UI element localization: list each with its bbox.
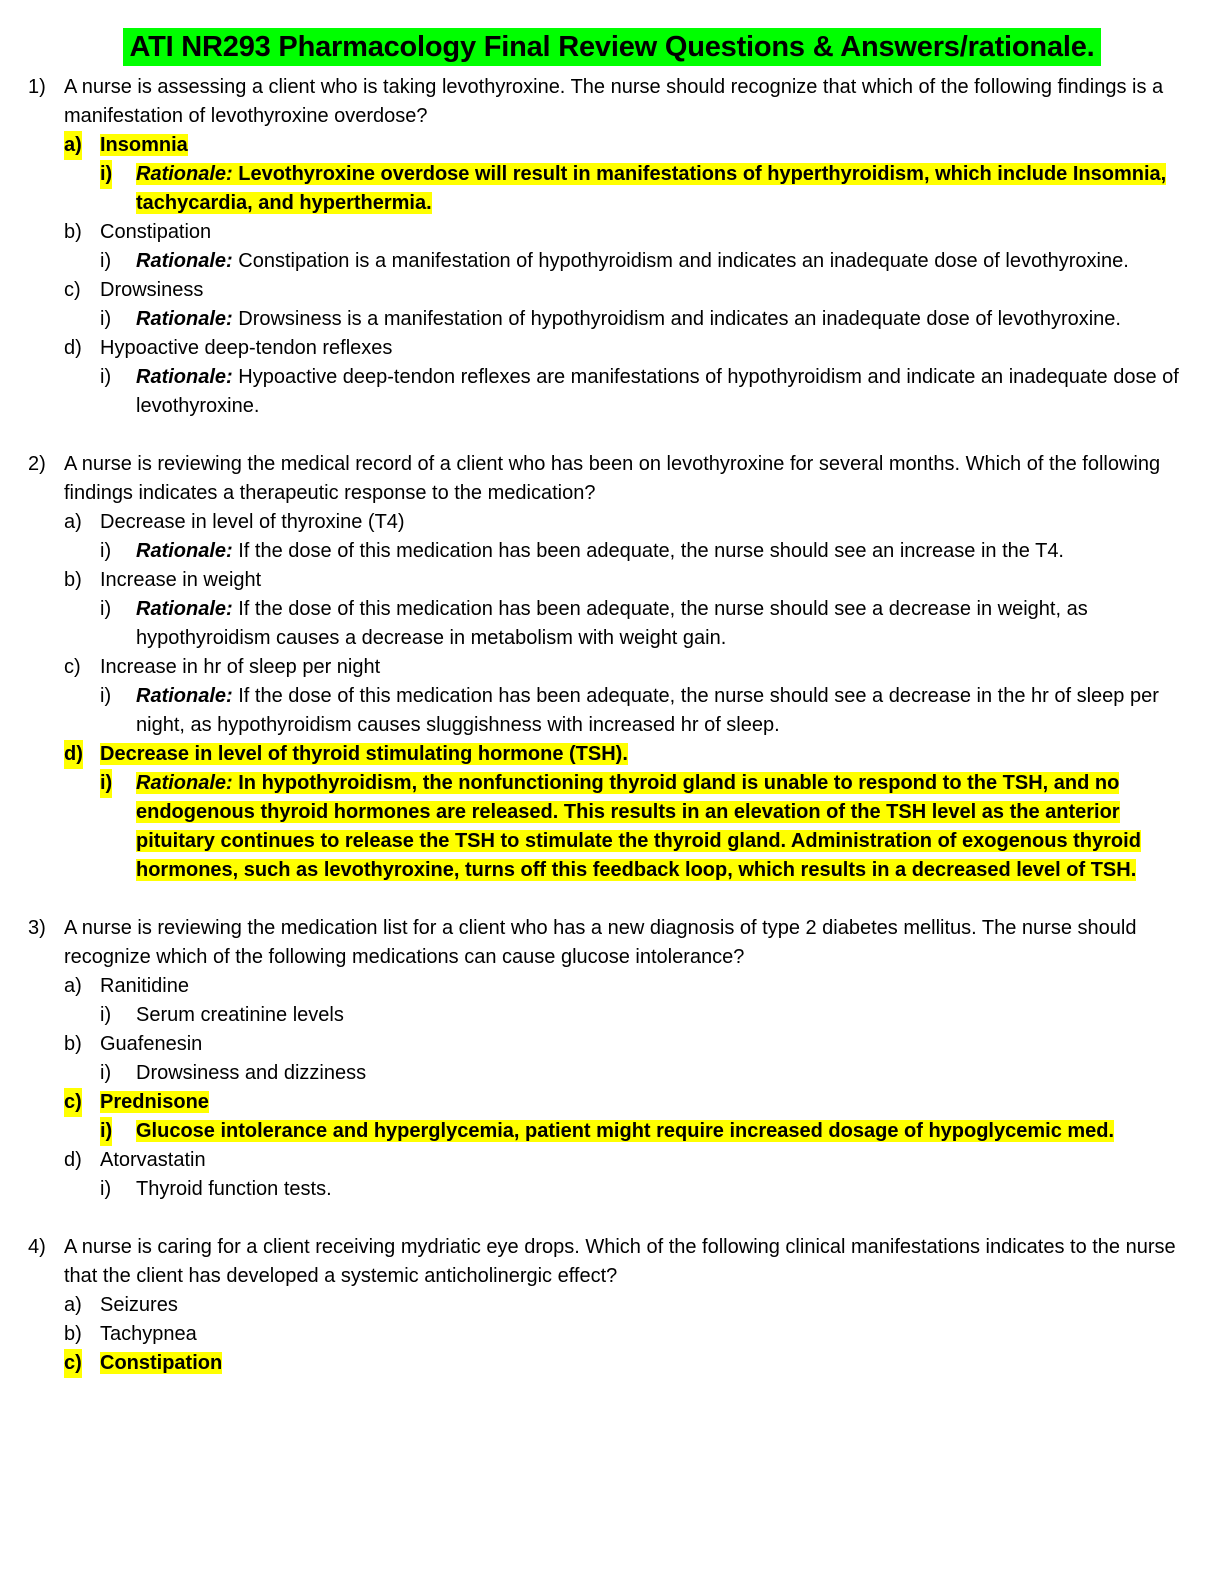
- answer-option: [64, 1320, 1194, 1349]
- option-text: Atorvastatin: [100, 1149, 206, 1171]
- option-text: Guafenesin: [100, 1033, 203, 1055]
- rationale: [100, 1059, 1194, 1088]
- rationale-label: Rationale:: [136, 772, 233, 794]
- rationale-letter: i): [100, 308, 112, 330]
- question-text: A nurse is reviewing the medical record of a client who has been on levothyroxine for several months. Which of the following findings indicates a therapeutic response to the medication?: [64, 453, 1161, 504]
- rationale-letter: i): [100, 540, 112, 562]
- option-line: [100, 656, 380, 678]
- rationale-body: [136, 772, 1141, 881]
- rationale-body: [136, 1062, 366, 1084]
- option-text: Increase in weight: [100, 569, 262, 591]
- rationale-letter: i): [100, 598, 112, 620]
- option-letter: d): [64, 1149, 82, 1171]
- title-container: [0, 28, 1224, 66]
- question-item: [0, 914, 1194, 1204]
- rationale-body: [136, 1120, 1114, 1142]
- option-line: [100, 1149, 206, 1171]
- rationale-text: In hypothyroidism, the nonfunctioning thyroid gland is unable to respond to the TSH, and no endogenous thyroid hormones are released. This results in an elevation of the TSH level as the anterior pituitary continues to release the TSH to stimulate the thyroid gland. Administration of exogenous thyroid hormones, such as levothyroxine, turns off this feedback loop, which results in a decreased level of TSH.: [136, 772, 1141, 881]
- rationale: [100, 247, 1194, 276]
- option-text: Hypoactive deep-tendon reflexes: [100, 337, 393, 359]
- option-text: Tachypnea: [100, 1323, 197, 1345]
- rationale-letter: i): [100, 160, 112, 189]
- option-line: [100, 569, 261, 591]
- question-item: [0, 1233, 1194, 1378]
- answer-option: [64, 276, 1194, 334]
- rationale-label: Rationale:: [136, 308, 233, 330]
- rationale-body: [136, 1178, 332, 1200]
- question-list: [0, 73, 1224, 1407]
- rationale-text: Drowsiness and dizziness: [136, 1062, 367, 1084]
- rationale-text: Levothyroxine overdose will result in manifestations of hyperthyroidism, which include Insomnia, tachycardia, and hyperthermia.: [136, 163, 1167, 214]
- question-number: 1): [28, 76, 46, 98]
- option-line: [100, 337, 392, 359]
- option-letter: d): [64, 337, 82, 359]
- rationale-text: If the dose of this medication has been adequate, the nurse should see a decrease in weight, as hypothyroidism causes a decrease in metabolism with weight gain.: [136, 598, 1088, 649]
- rationale: [100, 1175, 1194, 1204]
- option-line: [100, 975, 189, 997]
- rationale-letter: i): [100, 1004, 112, 1026]
- document-title: ATI NR293 Pharmacology Final Review Questions & Answers/rationale.: [123, 28, 1100, 66]
- rationale-letter: i): [100, 1178, 112, 1200]
- answer-option-correct: [64, 1349, 1194, 1378]
- rationale: [100, 769, 1194, 885]
- option-text: Prednisone: [100, 1091, 209, 1113]
- question-text: A nurse is reviewing the medication list for a client who has a new diagnosis of type 2 diabetes mellitus. The nurse should recognize which of the following medications can cause glucose intolerance?: [64, 917, 1137, 968]
- rationale-letter: i): [100, 1062, 112, 1084]
- rationale-text: Glucose intolerance and hyperglycemia, patient might require increased dosage of hypoglycemic med.: [136, 1120, 1115, 1142]
- option-text: Constipation: [100, 1352, 223, 1374]
- rationale-label: Rationale:: [136, 540, 233, 562]
- option-letter: c): [64, 656, 81, 678]
- rationale-letter: i): [100, 250, 112, 272]
- question-text: A nurse is assessing a client who is taking levothyroxine. The nurse should recognize that which of the following findings is a manifestation of levothyroxine overdose?: [64, 76, 1164, 127]
- rationale-label: Rationale:: [136, 366, 233, 388]
- option-text: Insomnia: [100, 134, 188, 156]
- rationale-label: Rationale:: [136, 250, 233, 272]
- option-line: [100, 134, 188, 156]
- option-letter: c): [64, 279, 81, 301]
- rationale-body: [136, 540, 1064, 562]
- option-text: Ranitidine: [100, 975, 189, 997]
- option-text: Decrease in level of thyroxine (T4): [100, 511, 405, 533]
- option-line: [100, 511, 405, 533]
- answer-option: [64, 218, 1194, 276]
- option-letter: b): [64, 1323, 82, 1345]
- question-text: A nurse is caring for a client receiving mydriatic eye drops. Which of the following clinical manifestations indicates to the nurse that the client has developed a systemic anticholinergic effect?: [64, 1236, 1176, 1287]
- rationale-text: Drowsiness is a manifestation of hypothyroidism and indicates an inadequate dose of levothyroxine.: [238, 308, 1121, 330]
- option-text: Increase in hr of sleep per night: [100, 656, 381, 678]
- rationale-body: [136, 685, 1159, 736]
- option-letter: a): [64, 511, 82, 533]
- option-text: Drowsiness: [100, 279, 204, 301]
- option-text: Seizures: [100, 1294, 178, 1316]
- option-line: [100, 279, 203, 301]
- option-letter: b): [64, 221, 82, 243]
- answer-option-correct: [64, 740, 1194, 885]
- rationale-body: [136, 163, 1166, 214]
- option-text: Decrease in level of thyroid stimulating hormone (TSH).: [100, 743, 628, 765]
- option-letter: c): [64, 1088, 82, 1117]
- rationale-body: [136, 598, 1088, 649]
- option-letter: a): [64, 131, 82, 160]
- option-line: [100, 221, 211, 243]
- rationale: [100, 595, 1194, 653]
- answer-option: [64, 1146, 1194, 1204]
- rationale-text: Serum creatinine levels: [136, 1004, 344, 1026]
- question-item: [0, 450, 1194, 885]
- question-number: 2): [28, 453, 46, 475]
- option-line: [100, 1091, 209, 1113]
- rationale-label: Rationale:: [136, 598, 233, 620]
- option-line: [100, 1323, 197, 1345]
- rationale-text: Hypoactive deep-tendon reflexes are manifestations of hypothyroidism and indicate an inadequate dose of levothyroxine.: [136, 366, 1179, 417]
- question-number: 3): [28, 917, 46, 939]
- answer-option: [64, 1030, 1194, 1088]
- answer-option: [64, 1291, 1194, 1320]
- option-letter: a): [64, 975, 82, 997]
- rationale-text: Thyroid function tests.: [136, 1178, 332, 1200]
- rationale: [100, 537, 1194, 566]
- rationale-text: Constipation is a manifestation of hypothyroidism and indicates an inadequate dose of levothyroxine.: [238, 250, 1129, 272]
- answer-option: [64, 972, 1194, 1030]
- option-line: [100, 1294, 178, 1316]
- option-letter: a): [64, 1294, 82, 1316]
- rationale-letter: i): [100, 366, 112, 388]
- rationale-text: If the dose of this medication has been adequate, the nurse should see an increase in the T4.: [238, 540, 1064, 562]
- answer-option: [64, 334, 1194, 421]
- option-letter: d): [64, 740, 83, 769]
- rationale: [100, 363, 1194, 421]
- rationale-body: [136, 250, 1129, 272]
- rationale: [100, 160, 1194, 218]
- rationale-letter: i): [100, 1117, 112, 1146]
- rationale: [100, 305, 1194, 334]
- option-letter: b): [64, 569, 82, 591]
- option-letter: b): [64, 1033, 82, 1055]
- option-line: [100, 743, 628, 765]
- answer-option-correct: [64, 131, 1194, 218]
- rationale: [100, 1001, 1194, 1030]
- rationale-letter: i): [100, 769, 112, 798]
- option-letter: c): [64, 1349, 82, 1378]
- option-line: [100, 1033, 202, 1055]
- rationale-label: Rationale:: [136, 685, 233, 707]
- rationale: [100, 682, 1194, 740]
- answer-option: [64, 508, 1194, 566]
- rationale-body: [136, 366, 1179, 417]
- option-line: [100, 1352, 222, 1374]
- rationale-letter: i): [100, 685, 112, 707]
- answer-option: [64, 566, 1194, 653]
- rationale-text: If the dose of this medication has been adequate, the nurse should see a decrease in the hr of sleep per night, as hypothyroidism causes sluggishness with increased hr of sleep.: [136, 685, 1159, 736]
- rationale: [100, 1117, 1194, 1146]
- rationale-label: Rationale:: [136, 163, 233, 185]
- option-text: Constipation: [100, 221, 212, 243]
- question-item: [0, 73, 1194, 421]
- rationale-body: [136, 1004, 344, 1026]
- question-number: 4): [28, 1236, 46, 1258]
- answer-option-correct: [64, 1088, 1194, 1146]
- rationale-body: [136, 308, 1121, 330]
- answer-option: [64, 653, 1194, 740]
